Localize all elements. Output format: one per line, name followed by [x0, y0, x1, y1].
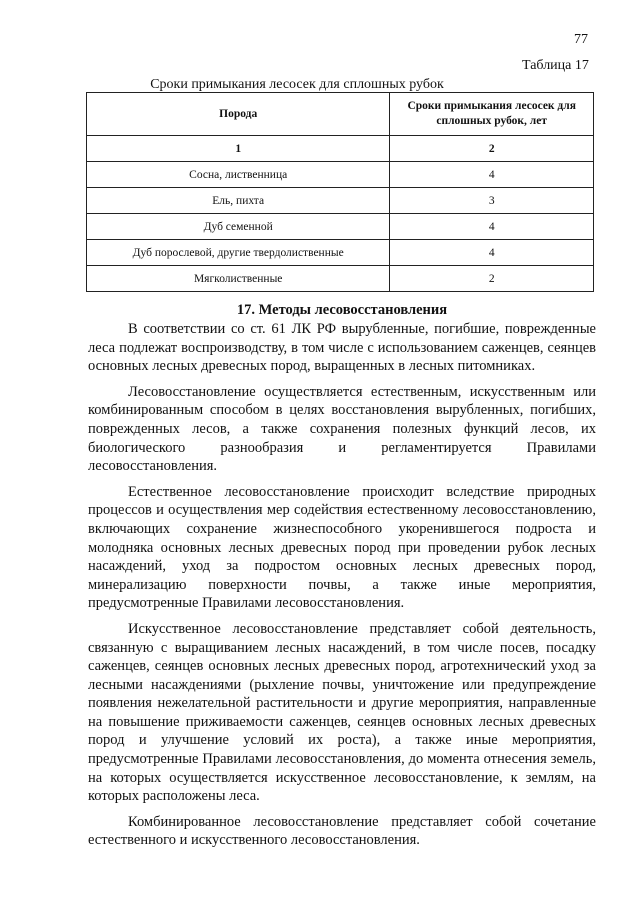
years-cell: 4 — [390, 162, 594, 188]
years-cell: 4 — [390, 240, 594, 266]
column-number: 1 — [87, 136, 390, 162]
table-row — [87, 240, 594, 266]
table-label: Таблица 17 — [522, 58, 589, 73]
species-cell: Сосна, лиственница — [87, 162, 390, 188]
paragraph: Естественное лесовосстановление происходит вследствие природных процессов и осуществления мер содействия естественному лесовосстановлению, включающих сохранение жизнеспособного укоренившегося подроста и молодняка основных лесных древесных пород при проведении рубок лесных насаждений, уход за подростом основных лесных древесных пород, минерализацию поверхности почвы, а также иные мероприятия, предусмотренные Правилами лесовосстановления. — [88, 483, 596, 612]
species-cell: Мягколиственные — [87, 266, 390, 292]
table-header-row — [87, 93, 594, 136]
table-row — [87, 162, 594, 188]
table-row — [87, 266, 594, 292]
paragraph: Искусственное лесовосстановление представляет собой деятельность, связанную с выращиванием лесных насаждений, в том числе посев, посадку саженцев, сеянцев основных лесных древесных пород, агротехнический уход за лесными насаждениями (рыхление почвы, уничтожение или предупреждение появления нежелательной растительности и другие мероприятия, направленные на повышение приживаемости саженцев, сеянцев основных лесных древесных пород и улучшение условий их роста), а также иные мероприятия, предусмотренные Правилами лесовосстановления, до момента отнесения земель, на которых осуществляется искусственное лесовосстановление, к землям, на которых расположены леса. — [88, 620, 596, 805]
years-cell: 3 — [390, 188, 594, 214]
species-cell: Дуб семенной — [87, 214, 390, 240]
column-number: 2 — [390, 136, 594, 162]
table-row — [87, 214, 594, 240]
years-cell: 4 — [390, 214, 594, 240]
section-body — [88, 320, 596, 857]
species-cell: Дуб порослевой, другие твердолиственные — [87, 240, 390, 266]
section-title: 17. Методы лесовосстановления — [236, 302, 448, 318]
paragraph: Лесовосстановление осуществляется естественным, искусственным или комбинированным способом в целях восстановления вырубленных, погибших, поврежденных лесов, а также сохранения полезных функций лесов, их биологического разнообразия и регламентируется Правилами лесовосстановления. — [88, 383, 596, 475]
years-cell: 2 — [390, 266, 594, 292]
header-years: Сроки примыкания лесосек для сплошных рубок, лет — [390, 93, 594, 136]
table-row — [87, 188, 594, 214]
column-number-row — [87, 136, 594, 162]
page-number: 77 — [574, 32, 588, 47]
table-caption: Сроки примыкания лесосек для сплошных рубок — [150, 77, 444, 92]
header-species: Порода — [87, 93, 390, 136]
paragraph: В соответствии со ст. 61 ЛК РФ вырубленные, погибшие, поврежденные леса подлежат воспроизводству, в том числе с использованием саженцев, сеянцев основных лесных древесных пород, выращенных в лесных питомниках. — [88, 321, 596, 375]
data-table — [86, 92, 594, 292]
species-cell: Ель, пихта — [87, 188, 390, 214]
paragraph: Комбинированное лесовосстановление представляет собой сочетание естественного и искусственного лесовосстановления. — [88, 813, 596, 849]
